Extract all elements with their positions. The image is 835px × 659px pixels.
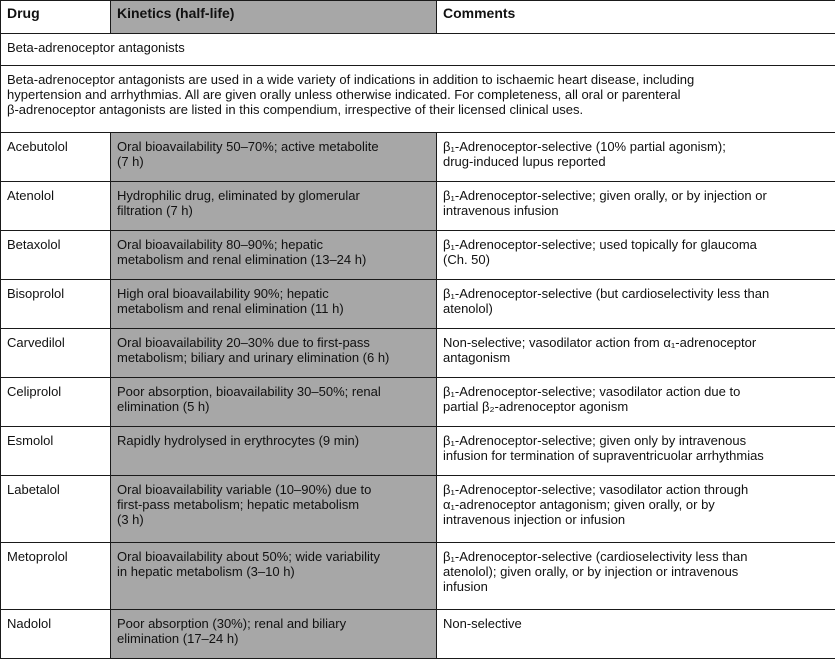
kinetics-cell [111, 476, 437, 543]
drug-name-cell: Celiprolol [1, 378, 111, 427]
comments-line: β₁-Adrenoceptor-selective; vasodilator action due to [443, 384, 829, 399]
kinetics-line: (3 h) [117, 512, 430, 527]
drug-name-cell: Carvedilol [1, 329, 111, 378]
table-row [1, 231, 835, 280]
table-header [1, 1, 835, 34]
comments-line: infusion [443, 579, 829, 594]
comments-cell [437, 182, 835, 231]
kinetics-cell [111, 182, 437, 231]
comments-line: intravenous infusion [443, 203, 829, 218]
intro-row [1, 66, 835, 133]
comments-line: β₁-Adrenoceptor-selective; used topically for glaucoma [443, 237, 829, 252]
intro-text [1, 66, 835, 133]
kinetics-cell [111, 133, 437, 182]
comments-line: α₁-adrenoceptor antagonism; given orally, or by [443, 497, 829, 512]
kinetics-line: High oral bioavailability 90%; hepatic [117, 286, 430, 301]
kinetics-line: filtration (7 h) [117, 203, 430, 218]
comments-line: antagonism [443, 350, 829, 365]
drug-name-cell: Labetalol [1, 476, 111, 543]
comments-cell [437, 280, 835, 329]
kinetics-line: metabolism; biliary and urinary elimination (6 h) [117, 350, 430, 365]
comments-cell [437, 378, 835, 427]
kinetics-line: Oral bioavailability 20–30% due to first-pass [117, 335, 430, 350]
section-title: Beta-adrenoceptor antagonists [1, 34, 835, 66]
table-row [1, 182, 835, 231]
comments-cell [437, 231, 835, 280]
kinetics-line: Oral bioavailability variable (10–90%) due to [117, 482, 430, 497]
intro-line: hypertension and arrhythmias. All are given orally unless otherwise indicated. For completeness, all oral or parenteral [7, 87, 829, 102]
comments-line: β₁-Adrenoceptor-selective; given only by intravenous [443, 433, 829, 448]
header-kinetics: Kinetics (half-life) [111, 1, 437, 34]
kinetics-cell [111, 280, 437, 329]
kinetics-line: (7 h) [117, 154, 430, 169]
kinetics-line: Poor absorption (30%); renal and biliary [117, 616, 430, 631]
drug-rows [1, 133, 835, 659]
table-row [1, 610, 835, 659]
comments-cell [437, 610, 835, 659]
table-row [1, 476, 835, 543]
kinetics-line: metabolism and renal elimination (13–24 h) [117, 252, 430, 267]
kinetics-cell [111, 231, 437, 280]
comments-cell [437, 476, 835, 543]
drug-name-cell: Atenolol [1, 182, 111, 231]
comments-line: β₁-Adrenoceptor-selective (but cardioselectivity less than [443, 286, 829, 301]
comments-cell [437, 427, 835, 476]
kinetics-line: elimination (17–24 h) [117, 631, 430, 646]
kinetics-line: in hepatic metabolism (3–10 h) [117, 564, 430, 579]
comments-cell [437, 133, 835, 182]
comments-line: atenolol); given orally, or by injection or intravenous [443, 564, 829, 579]
comments-line: β₁-Adrenoceptor-selective; given orally, or by injection or [443, 188, 829, 203]
kinetics-line: Hydrophilic drug, eliminated by glomerular [117, 188, 430, 203]
kinetics-line: Oral bioavailability 50–70%; active metabolite [117, 139, 430, 154]
drug-name-cell: Nadolol [1, 610, 111, 659]
table-row [1, 133, 835, 182]
drug-name-cell: Acebutolol [1, 133, 111, 182]
intro-line: Beta-adrenoceptor antagonists are used in a wide variety of indications in addition to ischaemic heart disease, including [7, 72, 829, 87]
comments-line: drug-induced lupus reported [443, 154, 829, 169]
comments-cell [437, 329, 835, 378]
kinetics-cell [111, 329, 437, 378]
kinetics-line: elimination (5 h) [117, 399, 430, 414]
comments-line: partial β₂-adrenoceptor agonism [443, 399, 829, 414]
kinetics-line: metabolism and renal elimination (11 h) [117, 301, 430, 316]
drug-name-cell: Esmolol [1, 427, 111, 476]
table-intro [1, 34, 835, 133]
table-row [1, 378, 835, 427]
comments-line: β₁-Adrenoceptor-selective (cardioselectivity less than [443, 549, 829, 564]
comments-line: β₁-Adrenoceptor-selective (10% partial agonism); [443, 139, 829, 154]
header-row [1, 1, 835, 34]
drug-name-cell: Bisoprolol [1, 280, 111, 329]
comments-line: (Ch. 50) [443, 252, 829, 267]
comments-line: infusion for termination of supraventricuolar arrhythmias [443, 448, 829, 463]
kinetics-line: Rapidly hydrolysed in erythrocytes (9 min) [117, 433, 430, 448]
comments-line: atenolol) [443, 301, 829, 316]
kinetics-cell [111, 427, 437, 476]
drug-name-cell: Betaxolol [1, 231, 111, 280]
comments-line: β₁-Adrenoceptor-selective; vasodilator action through [443, 482, 829, 497]
intro-line: β-adrenoceptor antagonists are listed in this compendium, irrespective of their licensed clinical uses. [7, 102, 829, 117]
kinetics-cell [111, 543, 437, 610]
header-drug: Drug [1, 1, 111, 34]
comments-line: Non-selective; vasodilator action from α₁-adrenoceptor [443, 335, 829, 350]
comments-line: Non-selective [443, 616, 829, 631]
comments-cell [437, 543, 835, 610]
table-row [1, 427, 835, 476]
table-row [1, 280, 835, 329]
kinetics-line: Oral bioavailability about 50%; wide variability [117, 549, 430, 564]
kinetics-cell [111, 378, 437, 427]
comments-line: intravenous injection or infusion [443, 512, 829, 527]
kinetics-cell [111, 610, 437, 659]
table-row [1, 543, 835, 610]
kinetics-line: Poor absorption, bioavailability 30–50%; renal [117, 384, 430, 399]
kinetics-line: Oral bioavailability 80–90%; hepatic [117, 237, 430, 252]
header-comments: Comments [437, 1, 835, 34]
section-row [1, 34, 835, 66]
table-row [1, 329, 835, 378]
kinetics-line: first-pass metabolism; hepatic metabolism [117, 497, 430, 512]
drug-name-cell: Metoprolol [1, 543, 111, 610]
